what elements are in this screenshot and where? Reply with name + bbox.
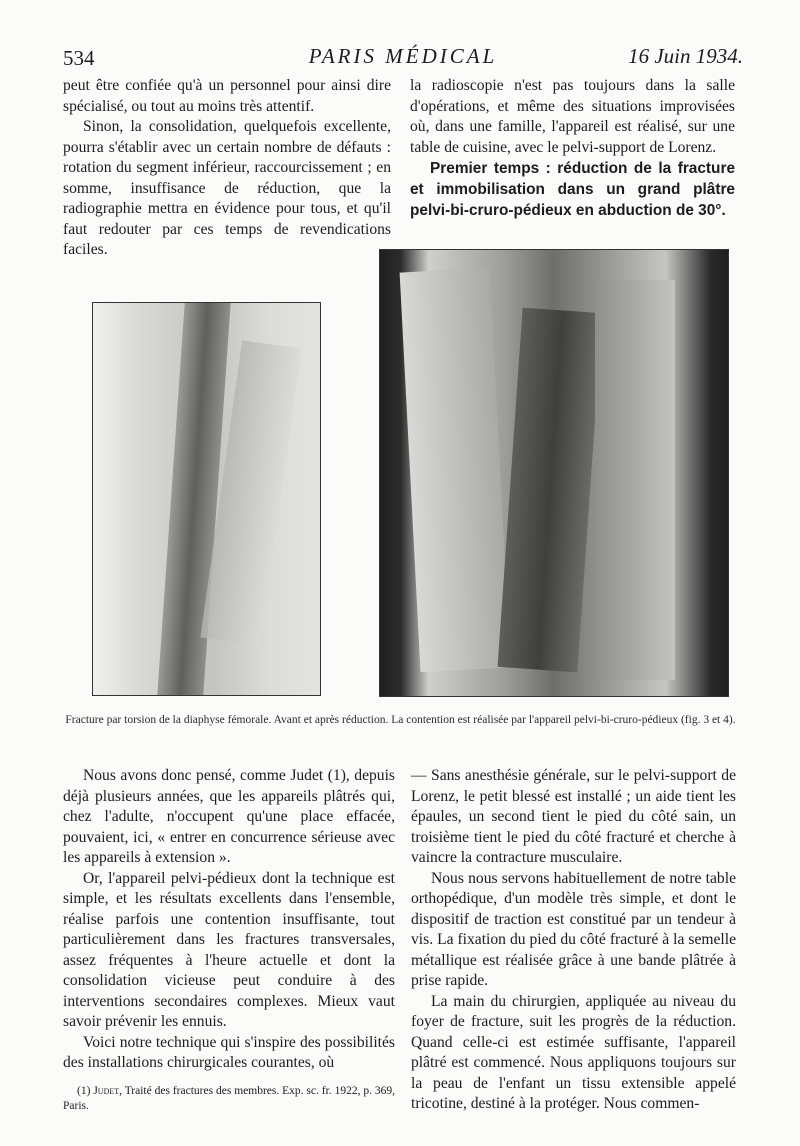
paragraph: Nous nous servons habituellement de notre table orthopédique, d'un modèle très simple, et dont le dispositif de traction est constitué par un tendeur à vis. La fixation du pied du côté fracturé à la semelle métallique est réalisée grâce à une bande plâtrée à prise rapide. xyxy=(411,869,736,989)
xray-before-reduction xyxy=(92,302,321,696)
fracture-zone-shadow xyxy=(498,308,603,673)
footnote xyxy=(63,1084,395,1114)
paragraph: la radioscopie n'est pas toujours dans la salle d'opérations, et même des situations improvisées où, dans une famille, l'appareil est réalisé, sur une table de cuisine, avec le pelvi-support de Lorenz. xyxy=(410,77,735,156)
section-heading: Premier temps : réduction de la fracture et immobilisation dans un grand plâtre pelvi-bi-cruro-pédieux en abduction de 30°. xyxy=(410,160,735,219)
paragraph: Sinon, la consolidation, quelquefois excellente, pourra s'établir avec un certain nombre de défauts : rotation du segment inférieur, raccourcissement ; en somme, insuffisance de réduction, que la radiographie mettra en évidence pour tous, et qu'il faut redouter par ces temps de revendications faciles. xyxy=(63,118,391,258)
figure-caption: Fracture par torsion de la diaphyse fémorale. Avant et après réduction. La contention est réalisée par l'appareil pelvi-bi-cruro-pédieux (fig. 3 et 4). xyxy=(65,714,736,726)
footnote-text: , Traité des fractures des membres. Exp. sc. fr. 1922, p. 369, Paris. xyxy=(63,1084,395,1112)
footnote-author: Judet xyxy=(93,1084,120,1097)
bone-shadow-right xyxy=(595,280,675,680)
journal-title: PARIS MÉDICAL xyxy=(308,44,498,68)
top-right-column xyxy=(410,76,735,221)
top-left-column xyxy=(63,76,391,261)
bottom-left-column xyxy=(63,766,395,1114)
page-number: 534 xyxy=(63,46,95,70)
paragraph: La main du chirurgien, appliquée au niveau du foyer de fracture, suit les progrès de la réduction. Quand celle-ci est estimée suffisante, l'appareil plâtré est commencé. Nous appliquons toujours sur la peau de l'enfant un tissu extensible appelé tricotine, destiné à la protéger. Nous commen- xyxy=(411,992,736,1112)
paragraph: Or, l'appareil pelvi-pédieux dont la technique est simple, et les résultats excellents dans l'ensemble, réalise parfois une contention insuffisante, tout particulièrement dans les fractures transversales, assez fréquentes à l'heure actuelle et dont la consolidation vicieuse peut conduire à des interventions secondaires complexes. Mieux vaut savoir prévenir les ennuis. xyxy=(63,869,395,1030)
paragraph: peut être confiée qu'à un personnel pour ainsi dire spécialisé, ou tout au moins très attentif. xyxy=(63,77,391,115)
page-header xyxy=(63,40,743,74)
issue-date: 16 Juin 1934. xyxy=(628,44,743,68)
paragraph: Nous avons donc pensé, comme Judet (1), depuis déjà plusieurs années, que les appareils plâtrés qui, chez l'adulte, n'occupent qu'une place effacée, pouvaient, ici, « entrer en concurrence sérieuse avec les appareils à extension ». xyxy=(63,767,395,866)
soft-tissue-shadow xyxy=(93,303,133,695)
paragraph: Voici notre technique qui s'inspire des possibilités des installations chirurgicales courantes, où xyxy=(63,1033,395,1071)
xray-after-reduction xyxy=(379,249,729,697)
bottom-right-column xyxy=(411,766,736,1115)
footnote-number: (1) xyxy=(77,1084,94,1097)
bone-shadow-left xyxy=(400,268,511,672)
paragraph: — Sans anesthésie générale, sur le pelvi-support de Lorenz, le petit blessé est installé ; un aide tient les épaules, un second tient le pied du côté sain, un troisième tient le pied du côté fracturé et cherche à vaincre la contracture musculaire. xyxy=(411,767,736,866)
